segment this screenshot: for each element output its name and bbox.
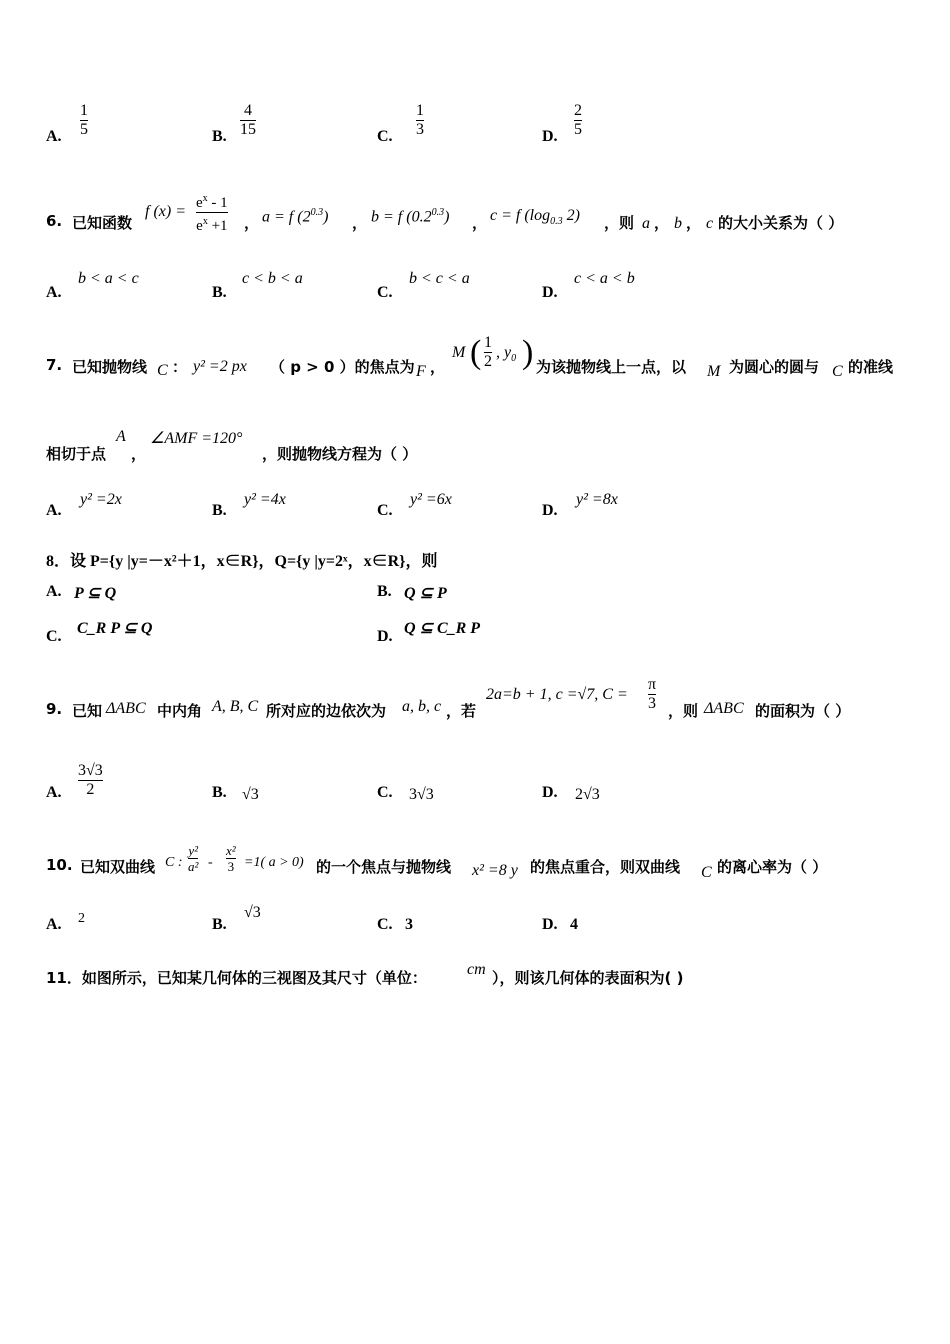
q9-text-3: 所对应的边依次为 bbox=[266, 702, 387, 720]
q7-number: 7. bbox=[46, 356, 63, 374]
q6-f-lhs: f (x) = bbox=[145, 203, 186, 220]
exam-page: A. 1 5 B. 4 15 C. 1 3 D. 2 5 6. 已知函数 f (x) = $e^x - 1$ $e^x +1$ ， a = f $(2^{0.3})$ ， b = f $(0.2^{0.3})$ ， c = f ($\log_{0.3}$ 2) ，则 a ， b ， c 的大小关系为（ ） A. b < a < c B. c < b < a C. b < c < a D. c < a < b 7. 已知抛物线 C ： y² =2 px （ p > 0 ）的焦点为 F ， M ( 1 2 , $y_0$ ) 为该抛物线上一点，以 M 为圆心的圆与 C 的准线 相切于点 A ， ∠AMF =120° ，则抛物线方程为（ ） A. y² =2x B. y² =4x C. y² =6x D. y² =8x 8．设 P={y |y=－x²＋1，x∈R}，Q={y |y=2ˣ，x∈R}，则 A. P ⊆ Q B. Q ⊆ P C. C_R P ⊆ Q D. Q ⊆ C_R P 9. 已知 ΔABC 中内角 A, B, C 所对应的边依次为 a, b, c ，若 2a=b + 1, c =√7, C = π 3 ，则 ΔABC 的面积为（ ） A. 3√3 2 B. √3 C. 3√3 D. 2√3 10. 已知双曲线 C : y² a² - x² 3 =1( a > 0) 的一个焦点与抛物线 x² =8 y 的焦点重合，则双曲线 C 的离心率为（ ） A. 2 B. √3 C. 3 D. 4 11．如图所示，已知某几何体的三视图及其尺寸（单位： cm ），则该几何体的表面积为( ) bbox=[46, 102, 894, 987]
q9-option-d-label: D. bbox=[542, 784, 558, 801]
q7-option-b-label: B. bbox=[212, 502, 227, 519]
q7-text-6: ，则抛物线方程为（ ） bbox=[262, 445, 418, 463]
q6-option-a: b < a < c bbox=[78, 270, 139, 287]
q6-lead: 已知函数 bbox=[72, 214, 133, 232]
q5-option-a-label: A. bbox=[46, 128, 62, 145]
q11-unit: cm bbox=[467, 961, 486, 978]
q7-option-d-label: D. bbox=[542, 502, 558, 519]
q7-M-fraction: 1 2 bbox=[484, 334, 492, 370]
q6-option-a-label: A. bbox=[46, 284, 62, 301]
q6-option-c: b < c < a bbox=[409, 270, 470, 287]
q8-option-c: C_R P ⊆ Q bbox=[77, 620, 153, 637]
q7-equation: y² =2 px bbox=[193, 358, 247, 375]
q8-option-a-label: A. bbox=[46, 583, 62, 600]
q6-var-c: c bbox=[706, 215, 714, 232]
q7-option-c: y² =6x bbox=[410, 491, 452, 508]
q9-option-b: √3 bbox=[242, 786, 259, 803]
q7-text-4: 的准线 bbox=[848, 358, 894, 376]
q5-option-d-label: D. bbox=[542, 128, 558, 145]
q5-option-c-label: C. bbox=[377, 128, 393, 145]
q7-text-2: 为该抛物线上一点，以 bbox=[536, 358, 687, 376]
q7-M: M bbox=[707, 363, 721, 380]
q10-option-b: √3 bbox=[244, 904, 261, 921]
q6-a-def: a = f $(2^{0.3})$ bbox=[262, 207, 329, 226]
q7-A: A bbox=[116, 428, 126, 445]
q7-condition: （ p > 0 ）的焦点为 bbox=[270, 358, 415, 376]
q9-number: 9. bbox=[46, 700, 63, 718]
q10-frac-1: y² a² bbox=[188, 843, 199, 874]
q10-frac-2: x² 3 bbox=[226, 843, 236, 874]
q7-text-5: 相切于点 bbox=[46, 445, 107, 463]
q6-c-def: c = f ($\log_{0.3}$ 2) bbox=[490, 207, 580, 228]
q7-option-a-label: A. bbox=[46, 502, 62, 519]
q8-option-b-label: B. bbox=[377, 583, 392, 600]
q9-angles: A, B, C bbox=[212, 698, 259, 715]
q5-option-b-fraction: 4 15 bbox=[240, 102, 256, 138]
q11-tail: ），则该几何体的表面积为( ) bbox=[492, 969, 684, 987]
q5-option-d-fraction: 2 5 bbox=[574, 102, 582, 138]
q8-stem: 8．设 P={y |y=－x²＋1，x∈R}，Q={y |y=2ˣ，x∈R}，则 bbox=[46, 553, 438, 570]
q9-option-b-label: B. bbox=[212, 784, 227, 801]
q9-text-4: ，若 bbox=[446, 702, 477, 720]
q7-M-point: M bbox=[452, 344, 466, 361]
q8-option-d: Q ⊆ C_R P bbox=[404, 620, 481, 637]
q10-option-c-label: C. bbox=[377, 916, 393, 933]
q10-C-2: C bbox=[701, 864, 712, 881]
q9-condition: 2a=b + 1, c =√7, C = bbox=[486, 686, 628, 703]
q7-text-3: 为圆心的圆与 bbox=[729, 358, 820, 376]
q6-option-c-label: C. bbox=[377, 284, 393, 301]
q9-text-2: 中内角 bbox=[157, 702, 203, 720]
q10-tail: =1( a > 0) bbox=[244, 855, 304, 870]
q8-option-d-label: D. bbox=[377, 628, 393, 645]
q10-text-2: 的一个焦点与抛物线 bbox=[316, 858, 452, 876]
q6-ask-pre: ，则 bbox=[604, 214, 635, 232]
q6-option-b-label: B. bbox=[212, 284, 227, 301]
q10-option-c: 3 bbox=[405, 916, 413, 933]
q6-b-def: b = f $(0.2^{0.3})$ bbox=[371, 207, 450, 226]
q9-text-5: ，则 bbox=[668, 702, 699, 720]
q6-option-d: c < a < b bbox=[574, 270, 635, 287]
q11-text: 11．如图所示，已知某几何体的三视图及其尺寸（单位： bbox=[46, 969, 427, 987]
q9-text-6: 的面积为（ ） bbox=[755, 702, 851, 720]
q7-option-c-label: C. bbox=[377, 502, 393, 519]
q9-option-c-label: C. bbox=[377, 784, 393, 801]
q10-text-1: 已知双曲线 bbox=[80, 858, 156, 876]
q10-parabola: x² =8 y bbox=[472, 862, 518, 879]
q8-option-b: Q ⊆ P bbox=[404, 585, 447, 602]
q7-option-a: y² =2x bbox=[80, 491, 122, 508]
q5-option-b-label: B. bbox=[212, 128, 227, 145]
q10-text-3: 的焦点重合，则双曲线 bbox=[530, 858, 681, 876]
q10-option-b-label: B. bbox=[212, 916, 227, 933]
q9-sides: a, b, c bbox=[402, 698, 442, 715]
q10-option-d: 4 bbox=[570, 916, 578, 933]
q6-option-b: c < b < a bbox=[242, 270, 303, 287]
q6-option-d-label: D. bbox=[542, 284, 558, 301]
q9-option-a-label: A. bbox=[46, 784, 62, 801]
q10-option-d-label: D. bbox=[542, 916, 558, 933]
q9-pi-fraction: π 3 bbox=[648, 676, 657, 712]
q7-text-1: 已知抛物线 bbox=[72, 358, 148, 376]
q6-ask: 的大小关系为（ ） bbox=[718, 214, 844, 232]
q7-M-y: , $y_0$ bbox=[496, 344, 517, 365]
q9-triangle-2: ΔABC bbox=[704, 700, 744, 717]
q7-option-d: y² =8x bbox=[576, 491, 618, 508]
q10-number: 10. bbox=[46, 856, 73, 874]
q10-C: C : bbox=[165, 855, 183, 870]
q9-option-d: 2√3 bbox=[575, 786, 600, 803]
q7-F: F bbox=[416, 363, 426, 380]
q7-option-b: y² =4x bbox=[244, 491, 286, 508]
q6-var-b: b bbox=[674, 215, 682, 232]
q6-var-a: a bbox=[642, 215, 650, 232]
q5-option-c-fraction: 1 3 bbox=[416, 102, 424, 138]
q9-option-a-fraction: 3√3 2 bbox=[78, 762, 103, 798]
q6-number: 6. bbox=[46, 212, 63, 230]
q9-text-1: 已知 bbox=[72, 702, 103, 720]
q6-f-fraction: $e^x - 1$ $e^x +1$ bbox=[196, 193, 228, 234]
q10-text-4: 的离心率为（ ） bbox=[717, 858, 828, 876]
q9-triangle: ΔABC bbox=[106, 700, 146, 717]
q7-C-2: C bbox=[832, 363, 843, 380]
q10-option-a-label: A. bbox=[46, 916, 62, 933]
q8-option-a: P ⊆ Q bbox=[74, 585, 117, 602]
q5-option-a-fraction: 1 5 bbox=[80, 102, 88, 138]
q9-option-c: 3√3 bbox=[409, 786, 434, 803]
q8-option-c-label: C. bbox=[46, 628, 62, 645]
q7-C: C bbox=[157, 362, 168, 379]
q7-angle: ∠AMF =120° bbox=[150, 430, 243, 447]
q10-option-a: 2 bbox=[78, 911, 85, 926]
